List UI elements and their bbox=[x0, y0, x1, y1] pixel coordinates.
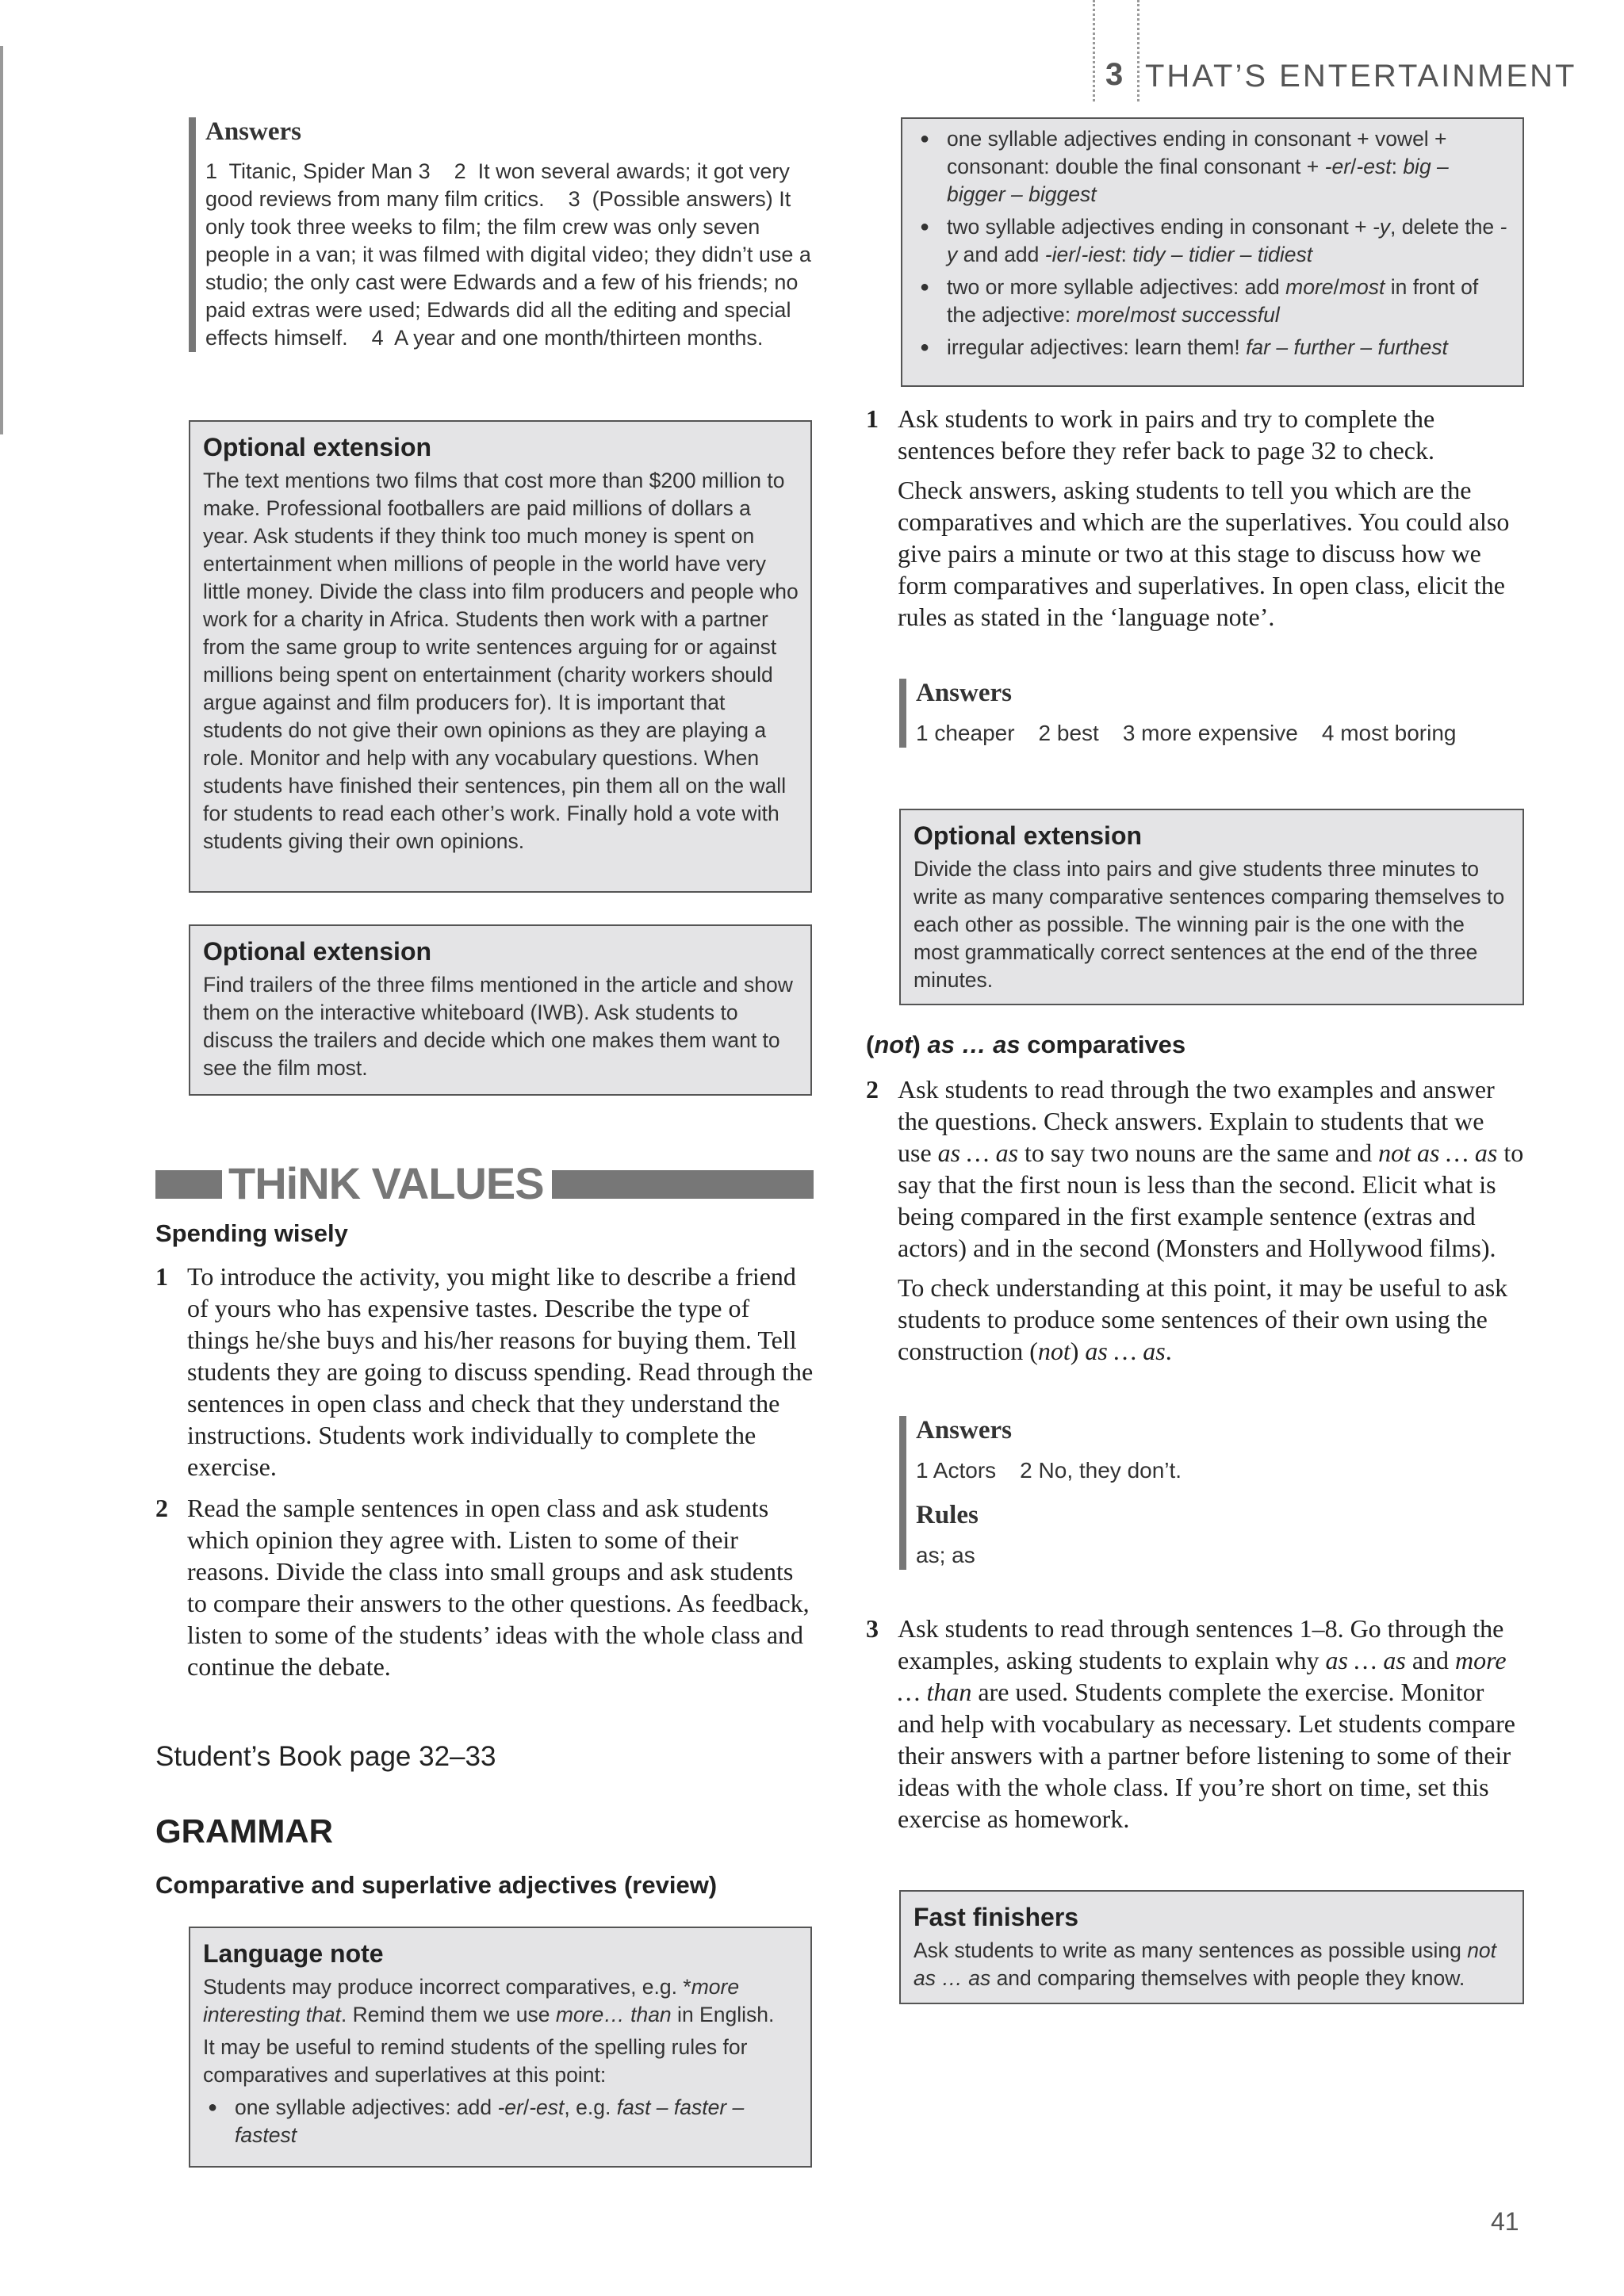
banner-bar bbox=[552, 1170, 814, 1199]
section-subheading: (not) as … as comparatives bbox=[866, 1031, 1186, 1058]
answer-item: 3 more expensive bbox=[1122, 721, 1298, 745]
answer-item: 4 most boring bbox=[1321, 721, 1457, 745]
answer-item: 1 cheaper bbox=[916, 721, 1015, 745]
list-item: ● one syllable adjectives ending in consonant + vowel + consonant: double the final consonant + -er/-est: big – bigger – biggest bbox=[915, 125, 1511, 209]
answer-item: 2 best bbox=[1038, 721, 1099, 745]
answers-block bbox=[899, 679, 1534, 748]
exercise-step bbox=[866, 1073, 1524, 1367]
list-item: ● irregular adjectives: learn them! far – further – furthest bbox=[915, 334, 1511, 362]
language-note-continued-box bbox=[901, 117, 1524, 387]
note-paragraph: Students may produce incorrect comparatives, e.g. *more interesting that. Remind them we use more… than in English. bbox=[203, 1975, 775, 2026]
step-text: Check answers, asking students to tell you which are the comparatives and which are the superlatives. You could also give pairs a minute or two at this stage to discuss how we form comparatives and superlatives. In open class, elicit the rules as stated in the ‘language note’. bbox=[898, 476, 1510, 631]
box-text: Divide the class into pairs and give students three minutes to write as many comparative sentences comparing themselves to each other as possible. The winning pair is the one with the most grammatically correct sentences at the end of the three minutes. bbox=[914, 857, 1505, 992]
page-number: 41 bbox=[1491, 2207, 1519, 2236]
rules-text: as; as bbox=[916, 1543, 975, 1567]
box-title: Optional extension bbox=[914, 821, 1143, 850]
box-title: Optional extension bbox=[203, 433, 432, 461]
answers-block bbox=[189, 117, 816, 352]
page-edge-mark bbox=[0, 46, 3, 434]
optional-extension-box bbox=[899, 809, 1524, 1005]
step-number: 2 bbox=[866, 1075, 879, 1104]
step-text: To introduce the activity, you might like to describe a friend of yours who has expensive tastes. Describe the type of things he/she buys and his/her reasons for buying them. Tell students they are going to discuss spending. Read through the sentences in open class and check that they understand the instructions. Students work individually to complete the exercise. bbox=[187, 1262, 814, 1481]
header-dotted-rule bbox=[1137, 0, 1139, 101]
step-number: 3 bbox=[866, 1614, 879, 1643]
rules-title: Rules bbox=[916, 1501, 979, 1529]
step-text: To check understanding at this point, it may be useful to ask students to produce some sentences of their own using the construction (not) as … as. bbox=[898, 1273, 1508, 1365]
language-note-box bbox=[189, 1927, 812, 2168]
exercise-step bbox=[155, 1492, 814, 1682]
running-header bbox=[1086, 57, 1578, 101]
step-text: Ask students to read through sentences 1–8. Go through the examples, asking students to explain why as … as and more … than are used. Students complete the exercise. Monitor and help with vocabulary as necessary. Let students compare their answers with a partner before listening to some of their ideas with the whole class. If you’re short on time, set this exercise as homework. bbox=[898, 1614, 1515, 1833]
answers-title: Answers bbox=[916, 1416, 1012, 1445]
fast-finishers-box bbox=[899, 1890, 1524, 2004]
answers-text: 1 Titanic, Spider Man 3 2 It won several awards; it got very good reviews from many film critics. 3 (Possible answers) It only took three weeks to film; the film crew was only seven people in a van; it was filmed with digital video; they didn’t use a studio; the only cast were Edwards and a few of his friends; no paid extras were used; Edwards did all the editing and special effects himself. 4 A year and one month/thirteen months. bbox=[205, 159, 818, 350]
header-dotted-rule bbox=[1093, 0, 1095, 101]
chapter-title: THAT’S ENTERTAINMENT bbox=[1145, 59, 1577, 94]
answers-title: Answers bbox=[205, 117, 301, 146]
answer-item: 2 No, they don’t. bbox=[1020, 1458, 1182, 1483]
grammar-subheading: Comparative and superlative adjectives (review) bbox=[155, 1871, 718, 1899]
box-text: Find trailers of the three films mentioned in the article and show them on the interactive whiteboard (IWB). Ask students to discuss the trailers and decide which one makes them want to see the film most. bbox=[203, 973, 793, 1080]
box-title: Language note bbox=[203, 1939, 384, 1968]
box-text: Ask students to write as many sentences as possible using not as … as and comparing themselves with people they know. bbox=[914, 1938, 1497, 1990]
optional-extension-box bbox=[189, 420, 812, 893]
answers-row bbox=[916, 719, 1534, 748]
answers-block bbox=[899, 1416, 1534, 1570]
step-number: 1 bbox=[866, 404, 879, 433]
list-item: ● two or more syllable adjectives: add more/most in front of the adjective: more/most successful bbox=[915, 274, 1511, 329]
students-book-page: Student’s Book page 32–33 bbox=[155, 1741, 496, 1772]
answer-item: 1 Actors bbox=[916, 1458, 997, 1483]
answers-row bbox=[916, 1456, 1534, 1485]
box-title: Optional extension bbox=[203, 937, 432, 966]
step-text: Ask students to work in pairs and try to complete the sentences before they refer back to page 32 to check. bbox=[898, 404, 1435, 465]
grammar-heading: GRAMMAR bbox=[155, 1812, 333, 1850]
step-number: 1 bbox=[155, 1262, 168, 1291]
exercise-step bbox=[155, 1261, 814, 1483]
banner-bar bbox=[155, 1170, 222, 1199]
answers-title: Answers bbox=[916, 679, 1012, 707]
list-item: ● one syllable adjectives: add -er/-est, e.g. fast – faster – fastest bbox=[203, 2094, 799, 2149]
note-paragraph: It may be useful to remind students of the spelling rules for comparatives and superlatives at this point: bbox=[203, 2035, 748, 2087]
exercise-step bbox=[866, 403, 1524, 633]
step-number: 2 bbox=[155, 1494, 168, 1522]
spelling-rules-list bbox=[203, 2094, 799, 2149]
step-text: Read the sample sentences in open class and ask students which opinion they agree with. Listen to some of their reasons. Divide the class into small groups and ask students to compare their answers to the other questions. As feedback, listen to some of the students’ ideas with the whole class and continue the debate. bbox=[187, 1494, 810, 1681]
section-subtitle: Spending wisely bbox=[155, 1219, 348, 1247]
list-item: ● two syllable adjectives ending in consonant + -y, delete the -y and add -ier/-iest: tidy – tidier – tidiest bbox=[915, 213, 1511, 269]
think-values-banner bbox=[155, 1158, 814, 1208]
chapter-number: 3 bbox=[1105, 57, 1124, 92]
banner-title: THiNK VALUES bbox=[228, 1158, 544, 1208]
box-title: Fast finishers bbox=[914, 1903, 1079, 1931]
optional-extension-box bbox=[189, 924, 812, 1096]
step-text: Ask students to read through the two examples and answer the questions. Check answers. Explain to students that we use as … as to say two nouns are the same and not as … as to say that the first noun is less than the second. Elicit what is being compared in the first example sentence (extras and actors) and in the second (Monsters and Hollywood films). bbox=[898, 1075, 1524, 1262]
box-text: The text mentions two films that cost more than $200 million to make. Professional footballers are paid millions of dollars a year. Ask students if they think too much money is spent on entertainment when millions of people in the world have very little money. Divide the class into film producers and people who work for a charity in Africa. Students then work with a partner from the same group to write sentences arguing for or against millions being spent on entertainment (charity workers should argue against and film producers for). It is important that students do not give their own opinions as they are playing a role. Monitor and help with any vocabulary questions. When students have finished their sentences, pin them all on the wall for students to read each other’s work. Finally hold a vote with students giving their own opinions. bbox=[203, 469, 799, 853]
spelling-rules-list bbox=[915, 125, 1511, 362]
exercise-step bbox=[866, 1613, 1524, 1835]
